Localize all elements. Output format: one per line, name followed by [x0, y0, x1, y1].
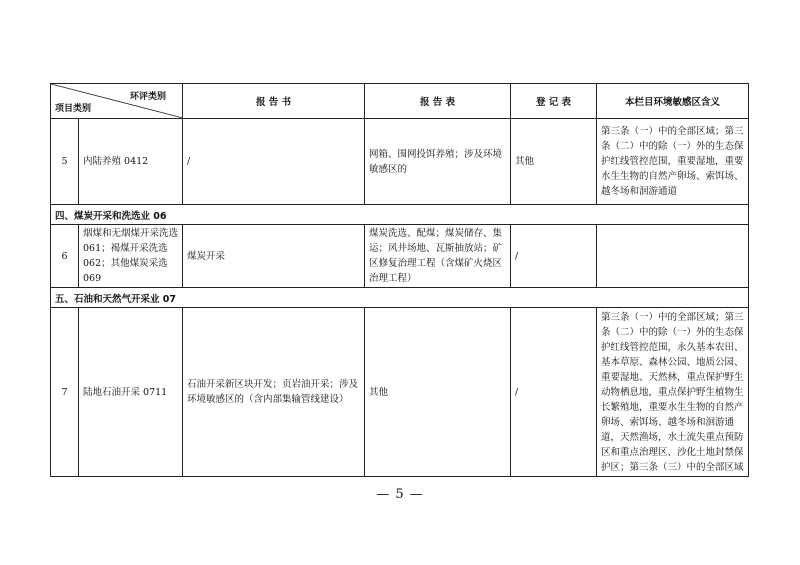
report-table-cell: 煤炭洗选、配煤；煤炭储存、集运；风井场地、瓦斯抽放站；矿区修复治理工程（含煤矿火烧区治理工程）	[365, 225, 511, 288]
table-header-row	[51, 84, 749, 119]
table-row	[51, 225, 749, 288]
project-category: 烟煤和无烟煤开采洗选 061；褐煤开采洗选 062；其他煤炭采选 069	[79, 225, 183, 288]
header-env-category: 环评类别	[129, 92, 166, 102]
registration-cell: /	[511, 308, 597, 477]
sensitive-area-cell: 第三条（一）中的全部区域；第三条（二）中的除（一）外的生态保护红线管控范围，永久基本农田、基本草原、森林公园、地质公园、重要湿地、天然林，重点保护野生动物栖息地，重点保护野生植物生长繁殖地，重要水生生物的自然产卵场、索饵场、越冬场和洄游通道，天然渔场，水土流失重点预防区和重点治理区、沙化土地封禁保护区；第三条（三）中的全部区域	[597, 308, 749, 477]
page-number: — 5 —	[376, 487, 424, 502]
header-report-table: 报 告 表	[365, 84, 511, 119]
sensitive-area-cell	[597, 225, 749, 288]
row-number: 7	[51, 308, 79, 477]
section-title: 四、煤炭开采和洗选业 06	[51, 205, 749, 225]
report-table-cell: 网箱、围网投饵养殖；涉及环境敏感区的	[365, 119, 511, 205]
sensitive-area-cell: 第三条（一）中的全部区域；第三条（二）中的除（一）外的生态保护红线管控范围，重要湿地，重要水生生物的自然产卵场、索饵场、越冬场和洄游通道	[597, 119, 749, 205]
report-book-cell: 煤炭开采	[183, 225, 365, 288]
row-number: 6	[51, 225, 79, 288]
registration-cell: /	[511, 225, 597, 288]
project-category: 陆地石油开采 0711	[79, 308, 183, 477]
section-row	[51, 205, 749, 225]
report-table-cell: 其他	[365, 308, 511, 477]
diagonal-header-cell	[51, 84, 183, 119]
classification-table	[50, 83, 749, 477]
project-category: 内陆养殖 0412	[79, 119, 183, 205]
report-book-cell: /	[183, 119, 365, 205]
registration-cell: 其他	[511, 119, 597, 205]
table-row	[51, 308, 749, 477]
header-project-category: 项目类别	[55, 104, 92, 114]
header-sensitive-area: 本栏目环境敏感区含义	[597, 84, 749, 119]
report-book-cell: 石油开采新区块开发；页岩油开采；涉及环境敏感区的（含内部集输管线建设）	[183, 308, 365, 477]
table-row	[51, 119, 749, 205]
header-registration: 登 记 表	[511, 84, 597, 119]
header-report-book: 报 告 书	[183, 84, 365, 119]
section-row	[51, 288, 749, 308]
document-page	[50, 83, 748, 477]
row-number: 5	[51, 119, 79, 205]
section-title: 五、石油和天然气开采业 07	[51, 288, 749, 308]
